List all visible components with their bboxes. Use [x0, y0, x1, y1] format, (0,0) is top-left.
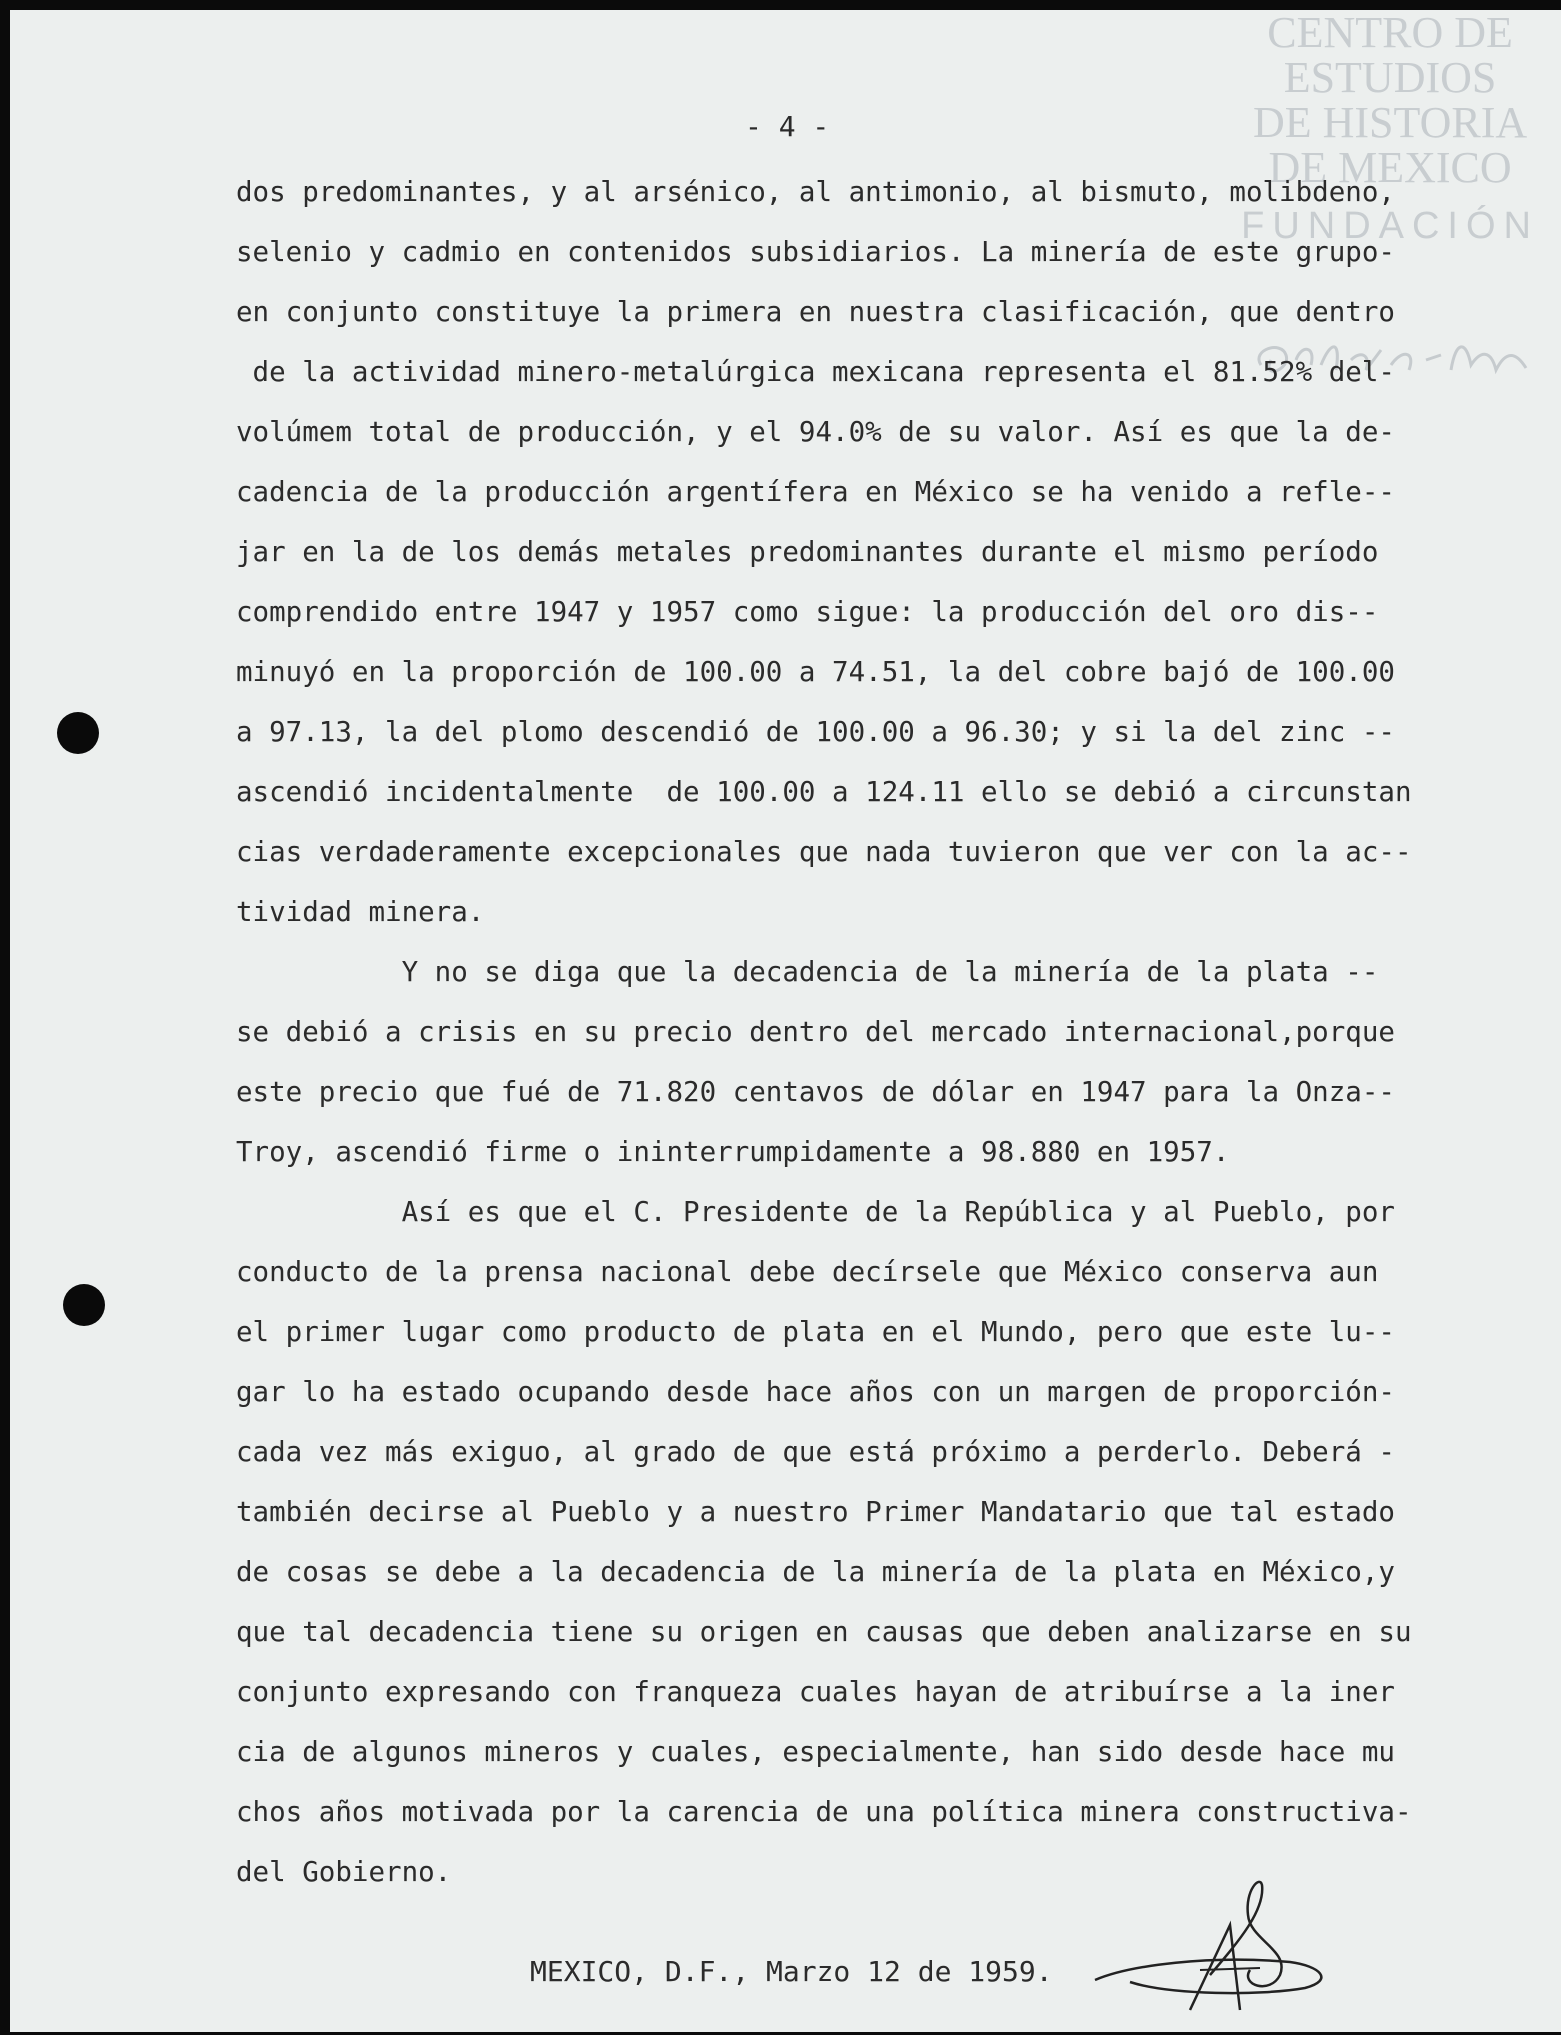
- text-line: Así es que el C. Presidente de la República y al Pueblo, por: [236, 1196, 1395, 1228]
- text-line: gar lo ha estado ocupando desde hace años con un margen de proporción-: [236, 1376, 1395, 1408]
- text-line: ascendió incidentalmente de 100.00 a 124.11 ello se debió a circunstan: [236, 776, 1412, 808]
- text-line: minuyó en la proporción de 100.00 a 74.51, la del cobre bajó de 100.00: [236, 656, 1395, 688]
- text-line: comprendido entre 1947 y 1957 como sigue: la producción del oro dis--: [236, 596, 1379, 628]
- text-line: cadencia de la producción argentífera en México se ha venido a refle--: [236, 476, 1395, 508]
- watermark-line: CENTRO DE: [1267, 10, 1513, 57]
- text-line: cada vez más exiguo, al grado de que está próximo a perderlo. Deberá -: [236, 1436, 1395, 1468]
- watermark-line: DE HISTORIA: [1252, 98, 1528, 147]
- watermark-line: ESTUDIOS: [1283, 53, 1497, 102]
- text-line: chos años motivada por la carencia de una política minera constructiva-: [236, 1796, 1412, 1828]
- watermark-foundation: FUNDACIÓN: [1241, 205, 1539, 247]
- text-line: también decirse al Pueblo y a nuestro Primer Mandatario que tal estado: [236, 1496, 1395, 1528]
- punch-hole: [57, 712, 99, 754]
- text-line: Y no se diga que la decadencia de la minería de la plata --: [236, 956, 1379, 988]
- text-line: de la actividad minero-metalúrgica mexicana representa el 81.52% del-: [236, 356, 1395, 388]
- watermark-line: DE MEXICO: [1268, 143, 1512, 192]
- text-line: Troy, ascendió firme o ininterrumpidamente a 98.880 en 1957.: [236, 1136, 1230, 1168]
- text-line: conducto de la prensa nacional debe decírsele que México conserva aun: [236, 1256, 1379, 1288]
- text-line: selenio y cadmio en contenidos subsidiarios. La minería de este grupo-: [236, 236, 1395, 268]
- text-line: de cosas se debe a la decadencia de la minería de la plata en México,y: [236, 1556, 1395, 1588]
- document-page: [10, 10, 1561, 2032]
- punch-hole: [63, 1284, 105, 1326]
- page-number: - 4 -: [745, 110, 830, 143]
- text-line: a 97.13, la del plomo descendió de 100.00 a 96.30; y si la del zinc --: [236, 716, 1395, 748]
- paragraph-3: [236, 1182, 1536, 1902]
- handwritten-signature-icon: [1090, 1870, 1360, 2020]
- text-line: este precio que fué de 71.820 centavos de dólar en 1947 para la Onza--: [236, 1076, 1395, 1108]
- text-line: volúmem total de producción, y el 94.0% de su valor. Así es que la de-: [236, 416, 1395, 448]
- text-line: conjunto expresando con franqueza cuales hayan de atribuírse a la iner: [236, 1676, 1395, 1708]
- text-line: cia de algunos mineros y cuales, especialmente, han sido desde hace mu: [236, 1736, 1395, 1768]
- letter-body: [236, 162, 1536, 1902]
- text-line: el primer lugar como producto de plata en el Mundo, pero que este lu--: [236, 1316, 1395, 1348]
- text-line: en conjunto constituye la primera en nuestra clasificación, que dentro: [236, 296, 1395, 328]
- paragraph-1: [236, 162, 1536, 942]
- text-line: tividad minera.: [236, 896, 485, 928]
- text-line: jar en la de los demás metales predominantes durante el mismo período: [236, 536, 1379, 568]
- paragraph-2: [236, 942, 1536, 1182]
- place-date-line: MEXICO, D.F., Marzo 12 de 1959.: [530, 1955, 1053, 1988]
- text-line: cias verdaderamente excepcionales que nada tuvieron que ver con la ac--: [236, 836, 1412, 868]
- text-line: se debió a crisis en su precio dentro del mercado internacional,porque: [236, 1016, 1395, 1048]
- text-line: que tal decadencia tiene su origen en causas que deben analizarse en su: [236, 1616, 1412, 1648]
- text-line: dos predominantes, y al arsénico, al antimonio, al bismuto, molibdeno,: [236, 176, 1395, 208]
- text-line: del Gobierno.: [236, 1856, 452, 1888]
